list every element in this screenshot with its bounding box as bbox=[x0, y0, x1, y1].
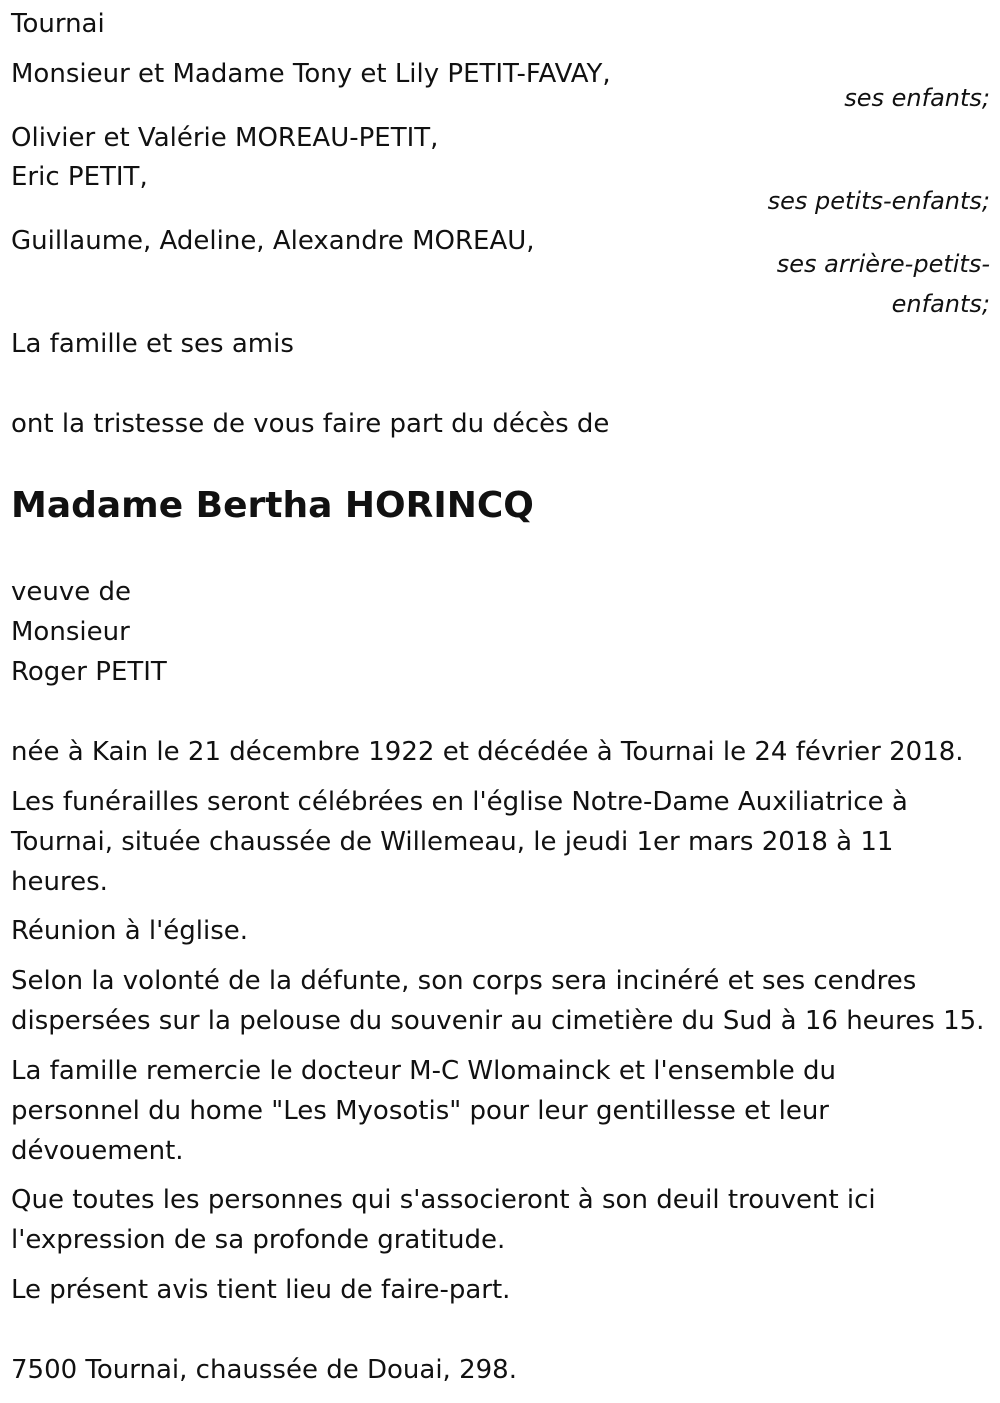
thanks-line-3: dévouement. bbox=[11, 1136, 184, 1166]
city-heading: Tournai bbox=[11, 9, 105, 39]
family-friends: La famille et ses amis bbox=[11, 329, 294, 359]
cremation-line-1: Selon la volonté de la défunte, son corps sera incinéré et ses cendres bbox=[11, 966, 917, 996]
funeral-line-1: Les funérailles seront célébrées en l'église Notre-Dame Auxiliatrice à bbox=[11, 787, 908, 817]
children-role: ses enfants; bbox=[844, 84, 990, 112]
gratitude-line-2: l'expression de sa profonde gratitude. bbox=[11, 1225, 506, 1255]
meeting-line: Réunion à l'église. bbox=[11, 916, 249, 946]
gratitude-line-1: Que toutes les personnes qui s'associeront à son deuil trouvent ici bbox=[11, 1185, 876, 1215]
widow-line-1: veuve de bbox=[11, 577, 132, 607]
cremation-line-2: dispersées sur la pelouse du souvenir au cimetière du Sud à 16 heures 15. bbox=[11, 1006, 985, 1036]
announcement-intro: ont la tristesse de vous faire part du décès de bbox=[11, 409, 610, 439]
funeral-line-2: Tournai, située chaussée de Willemeau, le jeudi 1er mars 2018 à 11 bbox=[11, 827, 894, 857]
widow-line-2: Monsieur bbox=[11, 617, 130, 647]
grandchildren-names-1: Olivier et Valérie MOREAU-PETIT, bbox=[11, 123, 439, 153]
widow-line-3: Roger PETIT bbox=[11, 657, 167, 687]
birth-death-line: née à Kain le 21 décembre 1922 et décédée à Tournai le 24 février 2018. bbox=[11, 737, 964, 767]
notice-line: Le présent avis tient lieu de faire-part. bbox=[11, 1275, 511, 1305]
grandchildren-names-2: Eric PETIT, bbox=[11, 162, 148, 192]
grandchildren-role: ses petits-enfants; bbox=[767, 187, 990, 215]
deceased-name: Madame Bertha HORINCQ bbox=[11, 485, 534, 526]
children-names: Monsieur et Madame Tony et Lily PETIT-FAVAY, bbox=[11, 59, 611, 89]
great-grandchildren-names: Guillaume, Adeline, Alexandre MOREAU, bbox=[11, 226, 535, 256]
great-grandchildren-role-2: enfants; bbox=[891, 290, 990, 318]
thanks-line-1: La famille remercie le docteur M-C Wlomainck et l'ensemble du bbox=[11, 1056, 836, 1086]
funeral-line-3: heures. bbox=[11, 867, 108, 897]
thanks-line-2: personnel du home "Les Myosotis" pour leur gentillesse et leur bbox=[11, 1096, 829, 1126]
great-grandchildren-role-1: ses arrière-petits- bbox=[776, 250, 990, 278]
address-line: 7500 Tournai, chaussée de Douai, 298. bbox=[11, 1355, 517, 1385]
